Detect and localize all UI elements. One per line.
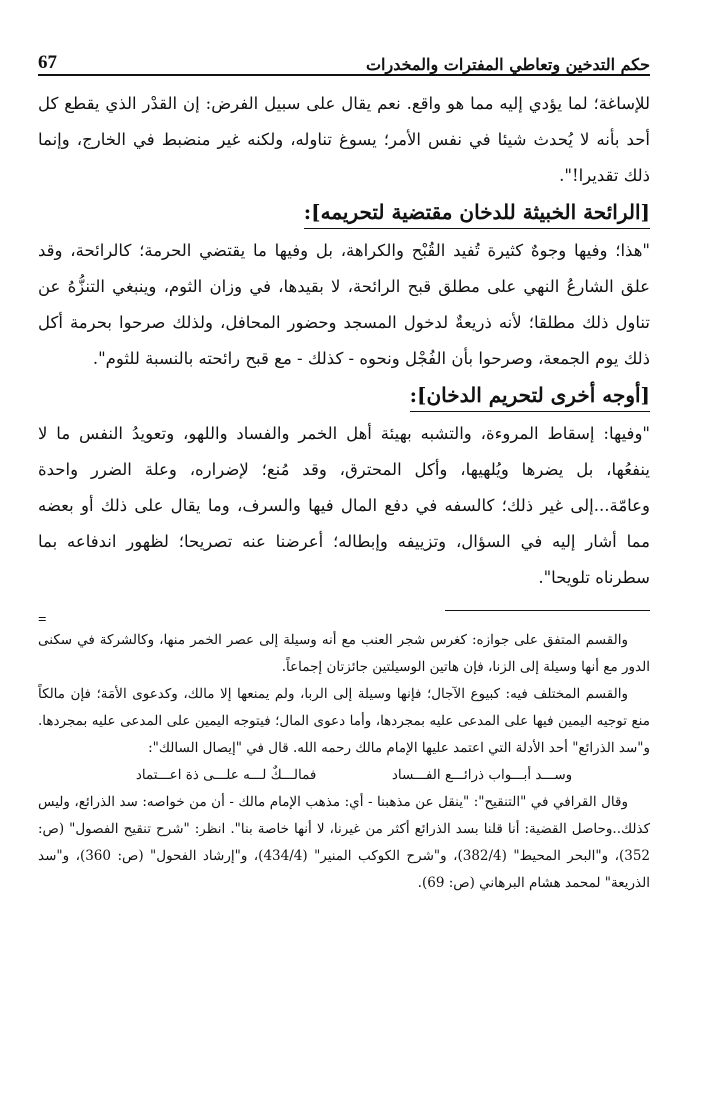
verse-line xyxy=(38,762,650,789)
footnote-paragraph-1: والقسم المتفق على جوازه: كغرس شجر العنب مع أنه وسيلة إلى عصر الخمر منها، وكالشركة في سكنى الدور مع أنها وسيلة إلى الزنا، فإن هاتين الوسيلتين جائزتان إجماعاً. xyxy=(38,632,650,675)
footnote-continuation-mark: = xyxy=(38,612,47,628)
section-heading-1: [الرائحة الخبيثة للدخان مقتضية لتحريمه]: xyxy=(304,196,650,229)
paragraph-1: للإساغة؛ لما يؤدي إليه مما هو واقع. نعم يقال على سبيل الفرض: إن القدْر الذي يقطع كل أحد بأنه لا يُحدث شيئا في نفس الأمر؛ يسوغ تناوله، ولكنه غير منضبط في الخارج، وإنما ذلك تقديرا!". xyxy=(38,94,650,185)
running-header xyxy=(38,40,650,76)
section-heading-2: [أوجه أخرى لتحريم الدخان]: xyxy=(410,379,650,412)
footnote-paragraph-2: والقسم المختلف فيه: كبيوع الآجال؛ فإنها وسيلة إلى الربا، ولم يمنعها إلا مالك، وكدعوى الأمَة؛ فإن مالكاً منع توجيه اليمين فيها على المدعى عليه بمجردها، وأما دعوى المال؛ فيتوجه اليمين على المدعى عليه بمجردها. و"سد الذرائع" أحد الأدلة التي اعتمد عليها الإمام مالك رحمه الله. قال في "إيصال السالك": xyxy=(38,686,650,756)
page-number: 67 xyxy=(38,52,57,73)
footnotes xyxy=(38,627,650,897)
footnote-paragraph-3: وقال القرافي في "التنقيح": "ينقل عن مذهبنا - أي: مذهب الإمام مالك - أن من خواصه: سد الذرائع، وليس كذلك..وحاصل القضية: أنا قلنا بسد الذرائع أكثر من غيرنا، لا أنها خاصة بنا". انظر: "شرح تنقيح الفصول" (ص: 352)، و"البحر المحيط" (382/4)، و"شرح الكوكب المنير" (434/4)، و"إرشاد الفحول" (ص: 360)، و"سد الذريعة" لمحمد هشام البرهاني (ص: 69). xyxy=(38,794,651,891)
running-title: حكم التدخين وتعاطي المفترات والمخدرات xyxy=(365,55,650,74)
footnote-divider xyxy=(445,610,650,611)
paragraph-2: "هذا؛ وفيها وجوهٌ كثيرة تُفيد القُبْح والكراهة، بل وفيها ما يقتضي الحرمة؛ كالرائحة، وقد علق الشارعُ النهي على مطلق قبح الرائحة، لا بقيدها، في وزان الثوم، وينبغي التنزُّهُ عن تناول ذلك مطلقا؛ لأنه ذريعةٌ لدخول المسجد وحضور المحافل، ولذلك صرحوا بحرمة أكل ذلك يوم الجمعة، وصرحوا بأن الفُجْل ونحوه - كذلك - مع قبح رائحته بالنسبة للثوم". xyxy=(38,241,650,368)
verse-first-hemistich: وســـد أبـــواب ذرائـــع الفـــساد xyxy=(391,767,573,783)
main-text xyxy=(38,86,650,596)
book-page xyxy=(38,40,650,897)
paragraph-3: "وفيها: إسقاط المروءة، والتشبه بهيئة أهل الخمر والفساد واللهو، وتعويدُ النفس ما لا ينفعُها، بل يضرها ويُلهيها، وأكل المحترق، وقد مُنع؛ لإضراره، وعلة الضرر واحدة وعامّة...إلى غير ذلك؛ كالسفه في دفع المال فيها والسرف، وما يقال على ذلك أو بعضه مما أشار إليه في السؤال، وتزييفه وإبطاله؛ أعرضنا عنه تصريحا؛ لظهور اندفاعه بما سطرناه تلويحا". xyxy=(38,424,650,587)
verse-second-hemistich: فمالـــكٌ لـــه علـــى ذة اعـــتماد xyxy=(135,767,317,783)
